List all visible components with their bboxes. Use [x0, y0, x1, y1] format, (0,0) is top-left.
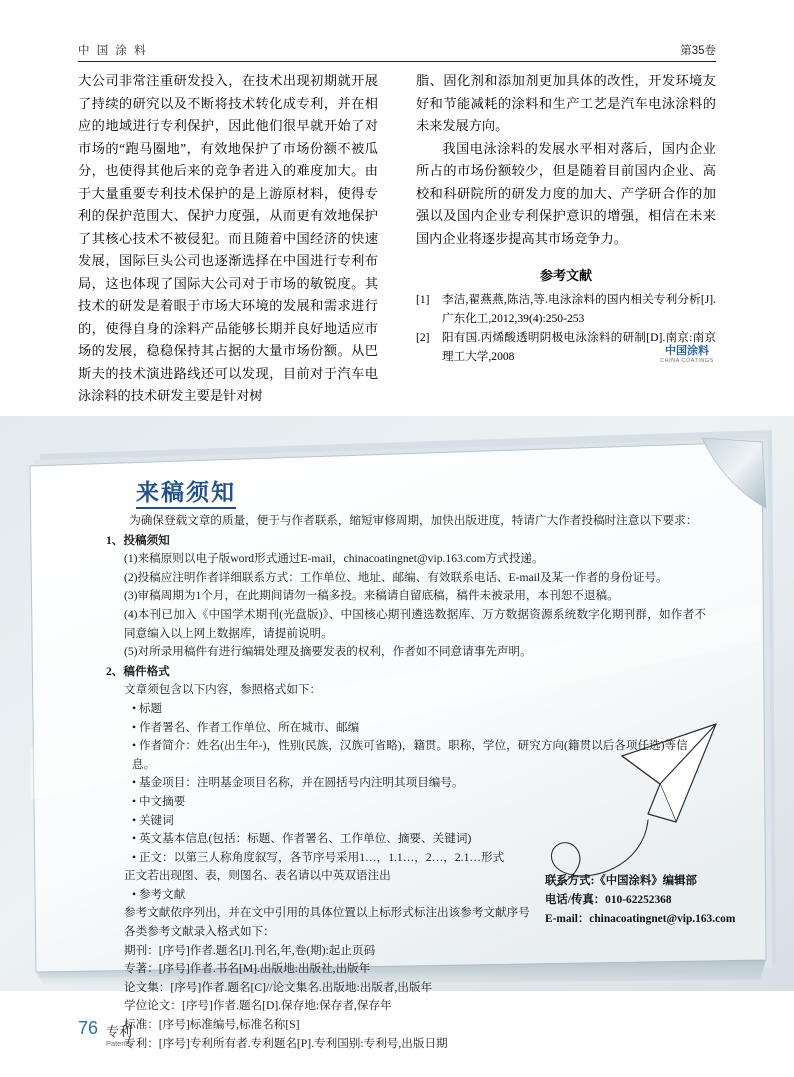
reference-text: 阳有国.丙烯酸透明阴极电泳涂料的研制[D].南京:南京理工大学,2008: [442, 331, 716, 363]
notice-figure-note: 正文若出现图、表，则图名、表名请以中英双语注出: [124, 869, 391, 883]
notice-format-bullet: • 作者署名、作者工作单位、所在城市、邮编: [132, 720, 360, 734]
notice-format-bullet: • 参考文献: [132, 887, 186, 901]
left-column: [78, 70, 378, 408]
page-number: 76: [78, 1018, 99, 1038]
reference-format-line: 论文集：[序号]作者.题名[C]//论文集名.出版地:出版者,出版年: [124, 980, 433, 994]
volume-label: 第35卷: [680, 45, 716, 57]
reference-format-line: 标准：[序号]标准编号,标准名称[S]: [124, 1018, 300, 1032]
notice-section-2-lead: 文章须包含以下内容，参照格式如下：: [124, 683, 322, 697]
running-head: [78, 42, 716, 64]
left-column-paragraph: 大公司非常注重研发投入，在技术出现初期就开展了持续的研究以及不断将技术转化成专利，并在相应的地域进行专利保护，因此他们很早就开始了对市场的“跑马圈地”，有效地保护了市场份额不被瓜分，也使得其他后来的竞争者进入的难度加大。由于大量重要专利技术保护的是上游原材料，使得专利的保护范围大、保护力度强，从而更有效地保护了其核心技术不被侵犯。而且随着中国经济的快速发展，国际巨头公司也逐渐选择在中国进行专利布局，这也体现了国际大公司对于市场的敏锐度。其技术的研发是着眼于市场大环境的发展和需求进行的，使得自身的涂料产品能够长期并良好地适应市场的发展，稳稳保持其占据的大量市场份额。从巴斯夫的技术演进路线还可以发现，目前对于汽车电泳涂料的技术研发主要是针对树: [78, 73, 378, 403]
header-rule: [78, 61, 716, 62]
contact-line: 电话/传真：010-62252368: [545, 894, 672, 906]
notice-section-1-item: (5)对所录用稿件有进行编辑处理及摘要发表的权利，作者如不同意请事先声明。: [124, 645, 532, 659]
reference-text: 李洁,翟燕燕,陈洁,等.电泳涂料的国内相关专利分析[J].广东化工,2012,39(4):250-253: [442, 293, 716, 325]
notice-section-2-heading: 2、稿件格式: [106, 664, 170, 678]
journal-name: 中 国 涂 料: [78, 45, 148, 57]
notice-format-bullet: • 标题: [132, 701, 163, 715]
notice-title: 来稿须知: [136, 474, 236, 507]
notice-section-1-item: (4)本刊已加入《中国学术期刊(光盘版)》、中国核心期刊遴选数据库、万方数据资源系统数字化期刊群，如作者不同意编入以上网上数据库，请提前说明。: [124, 607, 706, 640]
notice-format-bullet: • 中文摘要: [132, 794, 186, 808]
page-footer: [78, 1018, 278, 1062]
reference-format-line: 专利：[序号]专利所有者.专利题名[P].专利国别:专利号,出版日期: [124, 1036, 448, 1050]
reference-format-line: 专著：[序号]作者.书名[M].出版地:出版社,出版年: [124, 962, 371, 976]
notice-format-bullet: • 作者简介：姓名(出生年-)，性别(民族，汉族可省略)，籍贯。职称，学位，研究方向(籍贯以后各项任选)等信息。: [132, 739, 688, 771]
notice-format-bullet: • 基金项目：注明基金项目名称，并在圆括号内注明其项目编号。: [132, 776, 464, 790]
right-column-paragraph-1: 脂、固化剂和添加剂更加具体的改性，开发环境友好和节能减耗的涂料和生产工艺是汽车电泳涂料的未来发展方向。: [416, 73, 716, 133]
footer-category-en: Patents: [106, 1039, 132, 1048]
notice-reference-lead-2: 各类参考文献录入格式如下：: [124, 925, 275, 939]
footer-category-cn: 专利: [106, 1024, 133, 1039]
notice-section-1-item: (3)审稿周期为1个月，在此期间请勿一稿多投。来稿请自留底稿，稿件未被录用，本刊恕不退稿。: [124, 589, 619, 603]
right-column: [416, 70, 716, 367]
reference-number: [1]: [416, 293, 430, 306]
notice-lead: 为确保登载文章的质量，便于与作者联系，缩短审修周期，加快出版进度，特请广大作者投稿时注意以下要求：: [129, 514, 698, 527]
contact-line: 联系方式:《中国涂料》编辑部: [545, 875, 697, 887]
notice-section-1-item: (2)投稿应注明作者详细联系方式：工作单位、地址、邮编、有效联系电话、E-mail及某一作者的身份证号。: [124, 570, 668, 584]
journal-logo: [658, 346, 716, 365]
notice-format-bullet: • 英文基本信息(包括：标题、作者署名、工作单位、摘要、关键词): [132, 832, 472, 846]
notice-reference-lead-1: 参考文献依序列出，并在文中引用的具体位置以上标形式标注出该参考文献序号: [124, 906, 530, 920]
journal-logo-cn: 中国涂料: [665, 345, 709, 357]
reference-item: [416, 291, 716, 328]
right-column-paragraph-2: 我国电泳涂料的发展水平相对落后，国内企业所占的市场份额较少，但是随着目前国内企业、高校和科研院所的研发力度的加大、产学研合作的加强以及国内企业专利保护意识的增强，相信在未来国内企业将逐步提高其市场竞争力。: [416, 140, 716, 246]
reference-number: [2]: [416, 331, 430, 344]
notice-format-bullet: • 关键词: [132, 813, 174, 827]
notice-format-bullet: • 正文：以第三人称角度叙写，各节序号采用1…，1.1…，2…，2.1…形式: [132, 850, 505, 864]
contact-block: [545, 872, 735, 929]
reference-format-line: 期刊：[序号]作者.题名[J].刊名,年,卷(期):起止页码: [124, 943, 376, 957]
notice-section-1-heading: 1、投稿须知: [106, 533, 170, 547]
references-title: 参考文献: [539, 268, 592, 283]
journal-logo-en: CHINA COATINGS: [660, 358, 714, 364]
contact-line: E-mail：chinacoatingnet@vip.163.com: [545, 913, 736, 925]
reference-format-line: 学位论文：[序号]作者.题名[D].保存地:保存者,保存年: [124, 999, 392, 1013]
notice-body: [106, 512, 706, 1053]
notice-section-1-item: (1)来稿原则以电子版word形式通过E-mail，chinacoatingnet@vip.163.com方式投递。: [124, 552, 544, 566]
